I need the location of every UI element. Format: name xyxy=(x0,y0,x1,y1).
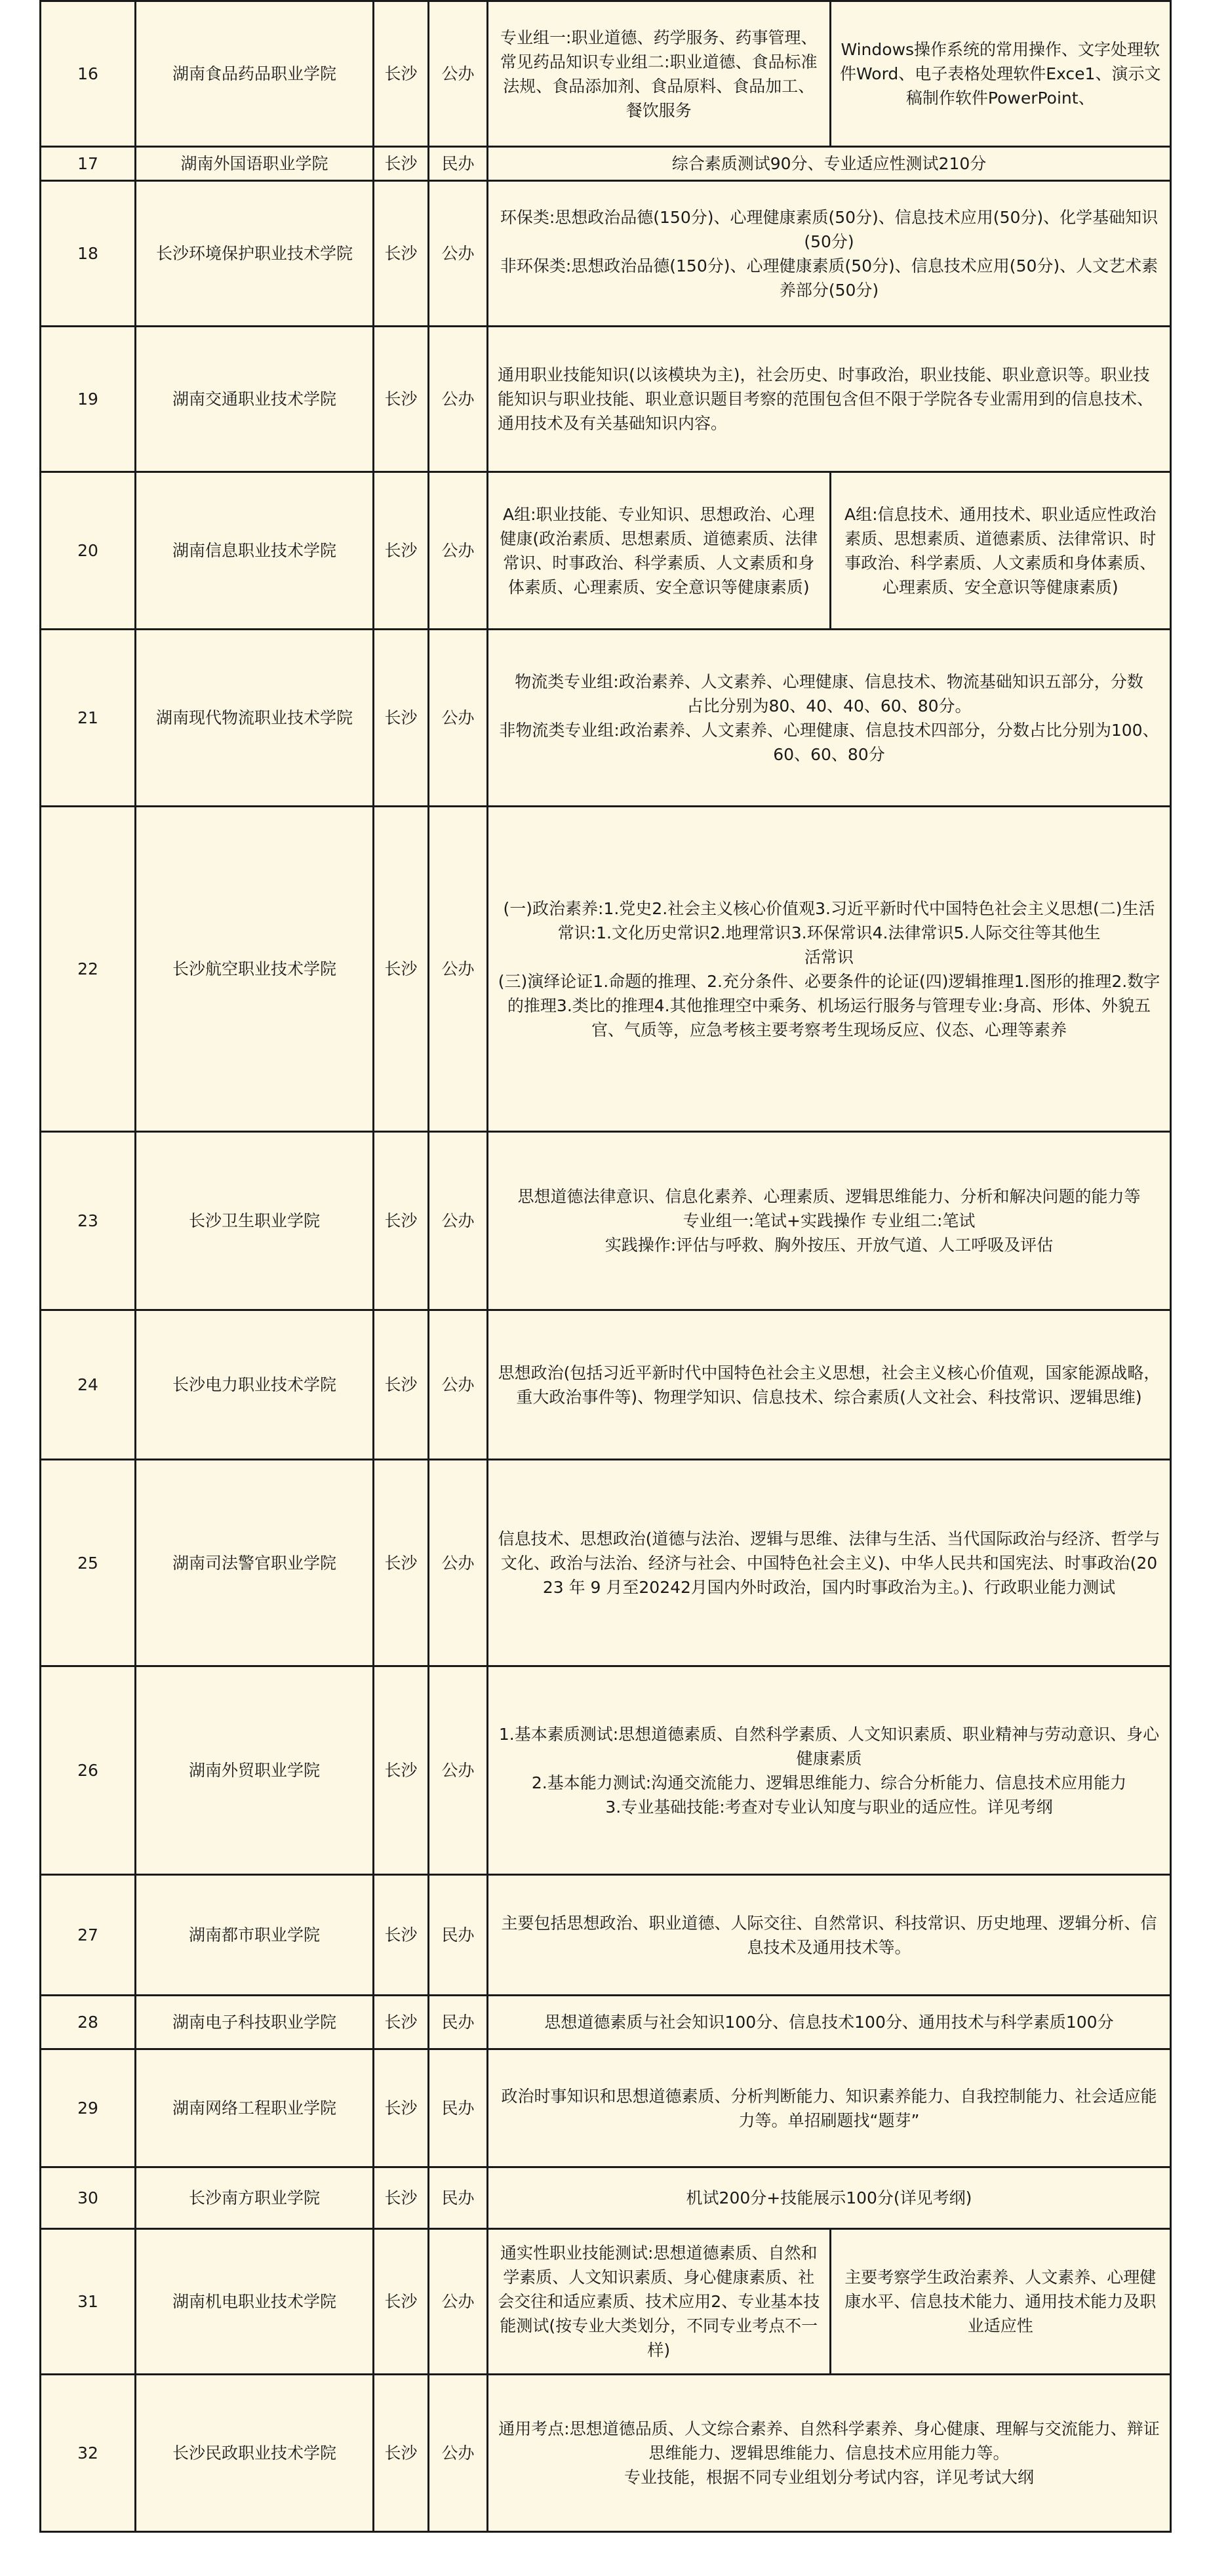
row-number: 23 xyxy=(41,1132,136,1310)
row-number: 22 xyxy=(41,807,136,1132)
table-row xyxy=(41,1996,1171,2049)
content-line: 环保类:思想政治品德(150分)、心理健康素质(50分)、信息技术应用(50分)、化学基础知识(50分) xyxy=(500,207,1159,251)
school-type: 公办 xyxy=(429,2229,488,2375)
table-row xyxy=(41,1460,1171,1666)
content-line: 占比分别为80、40、40、60、80分。 xyxy=(686,696,972,715)
city: 长沙 xyxy=(374,472,429,630)
school-name: 湖南信息职业技术学院 xyxy=(136,472,374,630)
table-row xyxy=(41,147,1171,181)
school-type: 民办 xyxy=(429,1996,488,2049)
exam-content xyxy=(488,1996,1171,2049)
school-name: 湖南司法警官职业学院 xyxy=(136,1460,374,1666)
content-line: Windows操作系统的常用操作、文字处理软件Word、电子表格处理软件Exce1、演示文稿制作软件PowerPoint、 xyxy=(840,40,1161,108)
content-line: 专业组一:职业道德、药学服务、药事管理、常见药品知识专业组二:职业道德、食品标准法规、食品添加剂、食品原料、食品加工、餐饮服务 xyxy=(500,28,818,120)
exam-content xyxy=(488,327,1171,472)
row-number: 16 xyxy=(41,1,136,147)
table-row xyxy=(41,2167,1171,2229)
table-row xyxy=(41,181,1171,327)
school-type: 民办 xyxy=(429,147,488,181)
row-number: 30 xyxy=(41,2167,136,2229)
row-number: 26 xyxy=(41,1666,136,1875)
content-line: 专业组一:笔试+实践操作 专业组二:笔试 xyxy=(683,1211,976,1230)
exam-content xyxy=(488,2375,1171,2532)
city: 长沙 xyxy=(374,2229,429,2375)
table-row xyxy=(41,2229,1171,2375)
city: 长沙 xyxy=(374,327,429,472)
table-row xyxy=(41,807,1171,1132)
exam-content xyxy=(488,1875,1171,1996)
row-number: 17 xyxy=(41,147,136,181)
city: 长沙 xyxy=(374,2167,429,2229)
table-row xyxy=(41,472,1171,630)
row-number: 27 xyxy=(41,1875,136,1996)
school-name: 长沙航空职业技术学院 xyxy=(136,807,374,1132)
school-type: 公办 xyxy=(429,630,488,807)
table-row xyxy=(41,1875,1171,1996)
exam-content xyxy=(488,807,1171,1132)
exam-content xyxy=(488,1132,1171,1310)
city: 长沙 xyxy=(374,1666,429,1875)
exam-content xyxy=(488,1460,1171,1666)
content-line: 信息技术、思想政治(道德与法治、逻辑与思维、法律与生活、当代国际政治与经济、哲学与文化、政治与法治、经济与社会、中国特色社会主义)、中华人民共和国宪法、时事政治(2023 年 9 月至20242月国内外时政治，国内时事政治为主。)、行政职业能力测试 xyxy=(498,1529,1160,1597)
exam-content-right xyxy=(829,2,1170,146)
exam-content xyxy=(488,181,1171,327)
city: 长沙 xyxy=(374,181,429,327)
row-number: 28 xyxy=(41,1996,136,2049)
content-line: 通用职业技能知识(以该模块为主)，社会历史、时事政治，职业技能、职业意识等。职业技能知识与职业技能、职业意识题目考察的范围包含但不限于学院各专业需用到的信息技术、通用技术及有关基础知识内容。 xyxy=(498,365,1154,433)
school-name: 湖南交通职业技术学院 xyxy=(136,327,374,472)
school-type: 公办 xyxy=(429,327,488,472)
school-type: 公办 xyxy=(429,1132,488,1310)
row-number: 29 xyxy=(41,2049,136,2167)
exam-content xyxy=(488,1,1171,147)
school-name: 湖南食品药品职业学院 xyxy=(136,1,374,147)
city: 长沙 xyxy=(374,1875,429,1996)
content-line: 专业技能，根据不同专业组划分考试内容，详见考试大纲 xyxy=(624,2468,1034,2487)
row-number: 24 xyxy=(41,1310,136,1460)
table-row xyxy=(41,1,1171,147)
content-line: 思想道德素质与社会知识100分、信息技术100分、通用技术与科学素质100分 xyxy=(544,2013,1114,2032)
row-number: 25 xyxy=(41,1460,136,1666)
school-name: 湖南机电职业技术学院 xyxy=(136,2229,374,2375)
school-type: 公办 xyxy=(429,807,488,1132)
content-line: A组:职业技能、专业知识、思想政治、心理健康(政治素质、思想素质、道德素质、法律常识、时事政治、科学素质、人文素质和身体素质、心理素质、安全意识等健康素质) xyxy=(500,504,818,597)
exam-content xyxy=(488,2049,1171,2167)
content-line: 机试200分+技能展示100分(详见考纲) xyxy=(686,2188,972,2207)
school-name: 湖南外国语职业学院 xyxy=(136,147,374,181)
school-type: 民办 xyxy=(429,1875,488,1996)
exam-content-left xyxy=(488,2230,829,2373)
school-name: 湖南电子科技职业学院 xyxy=(136,1996,374,2049)
school-type: 民办 xyxy=(429,2049,488,2167)
school-name: 湖南都市职业学院 xyxy=(136,1875,374,1996)
content-line: A组:信息技术、通用技术、职业适应性政治素质、思想素质、道德素质、法律常识、时事政治、科学素质、人文素质和身体素质、心理素质、安全意识等健康素质) xyxy=(844,504,1157,597)
content-line: 2.基本能力测试:沟通交流能力、逻辑思维能力、综合分析能力、信息技术应用能力 xyxy=(531,1773,1127,1792)
city: 长沙 xyxy=(374,807,429,1132)
row-number: 21 xyxy=(41,630,136,807)
school-name: 湖南现代物流职业技术学院 xyxy=(136,630,374,807)
content-line: 思想道德法律意识、信息化素养、心理素质、逻辑思维能力、分析和解决问题的能力等 xyxy=(517,1187,1141,1206)
city: 长沙 xyxy=(374,2049,429,2167)
row-number: 19 xyxy=(41,327,136,472)
content-line: 活常识 xyxy=(804,947,854,967)
content-line: 思想政治(包括习近平新时代中国特色社会主义思想，社会主义核心价值观，国家能源战略，重大政治事件等)、物理学知识、信息技术、综合素质(人文社会、科技常识、逻辑思维) xyxy=(498,1363,1160,1407)
table-row xyxy=(41,2049,1171,2167)
exam-content xyxy=(488,2167,1171,2229)
admission-exam-table xyxy=(39,0,1172,2533)
row-number: 32 xyxy=(41,2375,136,2532)
content-line: 主要考察学生政治素养、人文素养、心理健康水平、信息技术能力、通用技术能力及职业适应性 xyxy=(844,2268,1157,2335)
exam-content xyxy=(488,472,1171,630)
city: 长沙 xyxy=(374,1996,429,2049)
school-type: 公办 xyxy=(429,2375,488,2532)
exam-content-right xyxy=(829,473,1170,628)
city: 长沙 xyxy=(374,630,429,807)
school-name: 长沙环境保护职业技术学院 xyxy=(136,181,374,327)
exam-content xyxy=(488,1666,1171,1875)
table-row xyxy=(41,2375,1171,2532)
content-line: 物流类专业组:政治素养、人文素养、心理健康、信息技术、物流基础知识五部分，分数 xyxy=(515,672,1143,691)
content-line: 1.基本素质测试:思想道德素质、自然科学素质、人文知识素质、职业精神与劳动意识、身心健康素质 xyxy=(498,1724,1160,1768)
row-number: 31 xyxy=(41,2229,136,2375)
content-line: 非环保类:思想政治品德(150分)、心理健康素质(50分)、信息技术应用(50分)、人文艺术素养部分(50分) xyxy=(500,256,1159,300)
row-number: 18 xyxy=(41,181,136,327)
exam-content xyxy=(488,630,1171,807)
content-line: 通用考点:思想道德品质、人文综合素养、自然科学素养、身心健康、理解与交流能力、辩证思维能力、逻辑思维能力、信息技术应用能力等。 xyxy=(498,2419,1160,2463)
school-name: 湖南网络工程职业学院 xyxy=(136,2049,374,2167)
city: 长沙 xyxy=(374,147,429,181)
content-line: 政治时事知识和思想道德素质、分析判断能力、知识素养能力、自我控制能力、社会适应能力等。单招刷题找“题芽” xyxy=(501,2086,1157,2130)
exam-content-left xyxy=(488,2,829,146)
school-type: 公办 xyxy=(429,472,488,630)
exam-content xyxy=(488,1310,1171,1460)
city: 长沙 xyxy=(374,1132,429,1310)
content-line: 3.专业基础技能:考查对专业认知度与职业的适应性。详见考纲 xyxy=(605,1797,1053,1817)
content-line: 通实性职业技能测试:思想道德素质、自然和学素质、人文知识素质、身心健康素质、社会交往和适应素质、技术应用2、专业基本技能测试(按专业大类划分，不同专业考点不一样) xyxy=(498,2244,820,2360)
content-line: 非物流类专业组:政治素养、人文素养、心理健康、信息技术四部分，分数占比分别为100、60、60、80分 xyxy=(499,720,1159,764)
school-type: 公办 xyxy=(429,181,488,327)
city: 长沙 xyxy=(374,1310,429,1460)
content-line: (一)政治素养:1.党史2.社会主义核心价值观3.习近平新时代中国特色社会主义思想(二)生活常识:1.文化历史常识2.地理常识3.环保常识4.法律常识5.人际交往等其他生 xyxy=(503,898,1155,942)
exam-content-left xyxy=(488,473,829,628)
content-line: 实践操作:评估与呼救、胸外按压、开放气道、人工呼吸及评估 xyxy=(604,1236,1054,1255)
exam-content xyxy=(488,147,1171,181)
school-type: 公办 xyxy=(429,1,488,147)
table-row xyxy=(41,1310,1171,1460)
school-name: 长沙南方职业学院 xyxy=(136,2167,374,2229)
content-line: 综合素质测试90分、专业适应性测试210分 xyxy=(671,154,987,173)
exam-content xyxy=(488,2229,1171,2375)
school-type: 民办 xyxy=(429,2167,488,2229)
table-row xyxy=(41,1666,1171,1875)
exam-content-right xyxy=(829,2230,1170,2373)
school-type: 公办 xyxy=(429,1666,488,1875)
school-name: 湖南外贸职业学院 xyxy=(136,1666,374,1875)
school-name: 长沙民政职业技术学院 xyxy=(136,2375,374,2532)
school-type: 公办 xyxy=(429,1460,488,1666)
content-line: (三)演绎论证1.命题的推理、2.充分条件、必要条件的论证(四)逻辑推理1.图形的推理2.数字的推理3.类比的推理4.其他推理空中乘务、机场运行服务与管理专业:身高、形体、外貌五官、气质等，应急考核主要考察考生现场反应、仪态、心理等素养 xyxy=(498,971,1160,1039)
school-name: 长沙电力职业技术学院 xyxy=(136,1310,374,1460)
city: 长沙 xyxy=(374,1460,429,1666)
table-row xyxy=(41,630,1171,807)
table-row xyxy=(41,327,1171,472)
city: 长沙 xyxy=(374,1,429,147)
school-name: 长沙卫生职业学院 xyxy=(136,1132,374,1310)
city: 长沙 xyxy=(374,2375,429,2532)
school-type: 公办 xyxy=(429,1310,488,1460)
table-row xyxy=(41,1132,1171,1310)
content-line: 主要包括思想政治、职业道德、人际交往、自然常识、科技常识、历史地理、逻辑分析、信息技术及通用技术等。 xyxy=(501,1913,1157,1957)
row-number: 20 xyxy=(41,472,136,630)
